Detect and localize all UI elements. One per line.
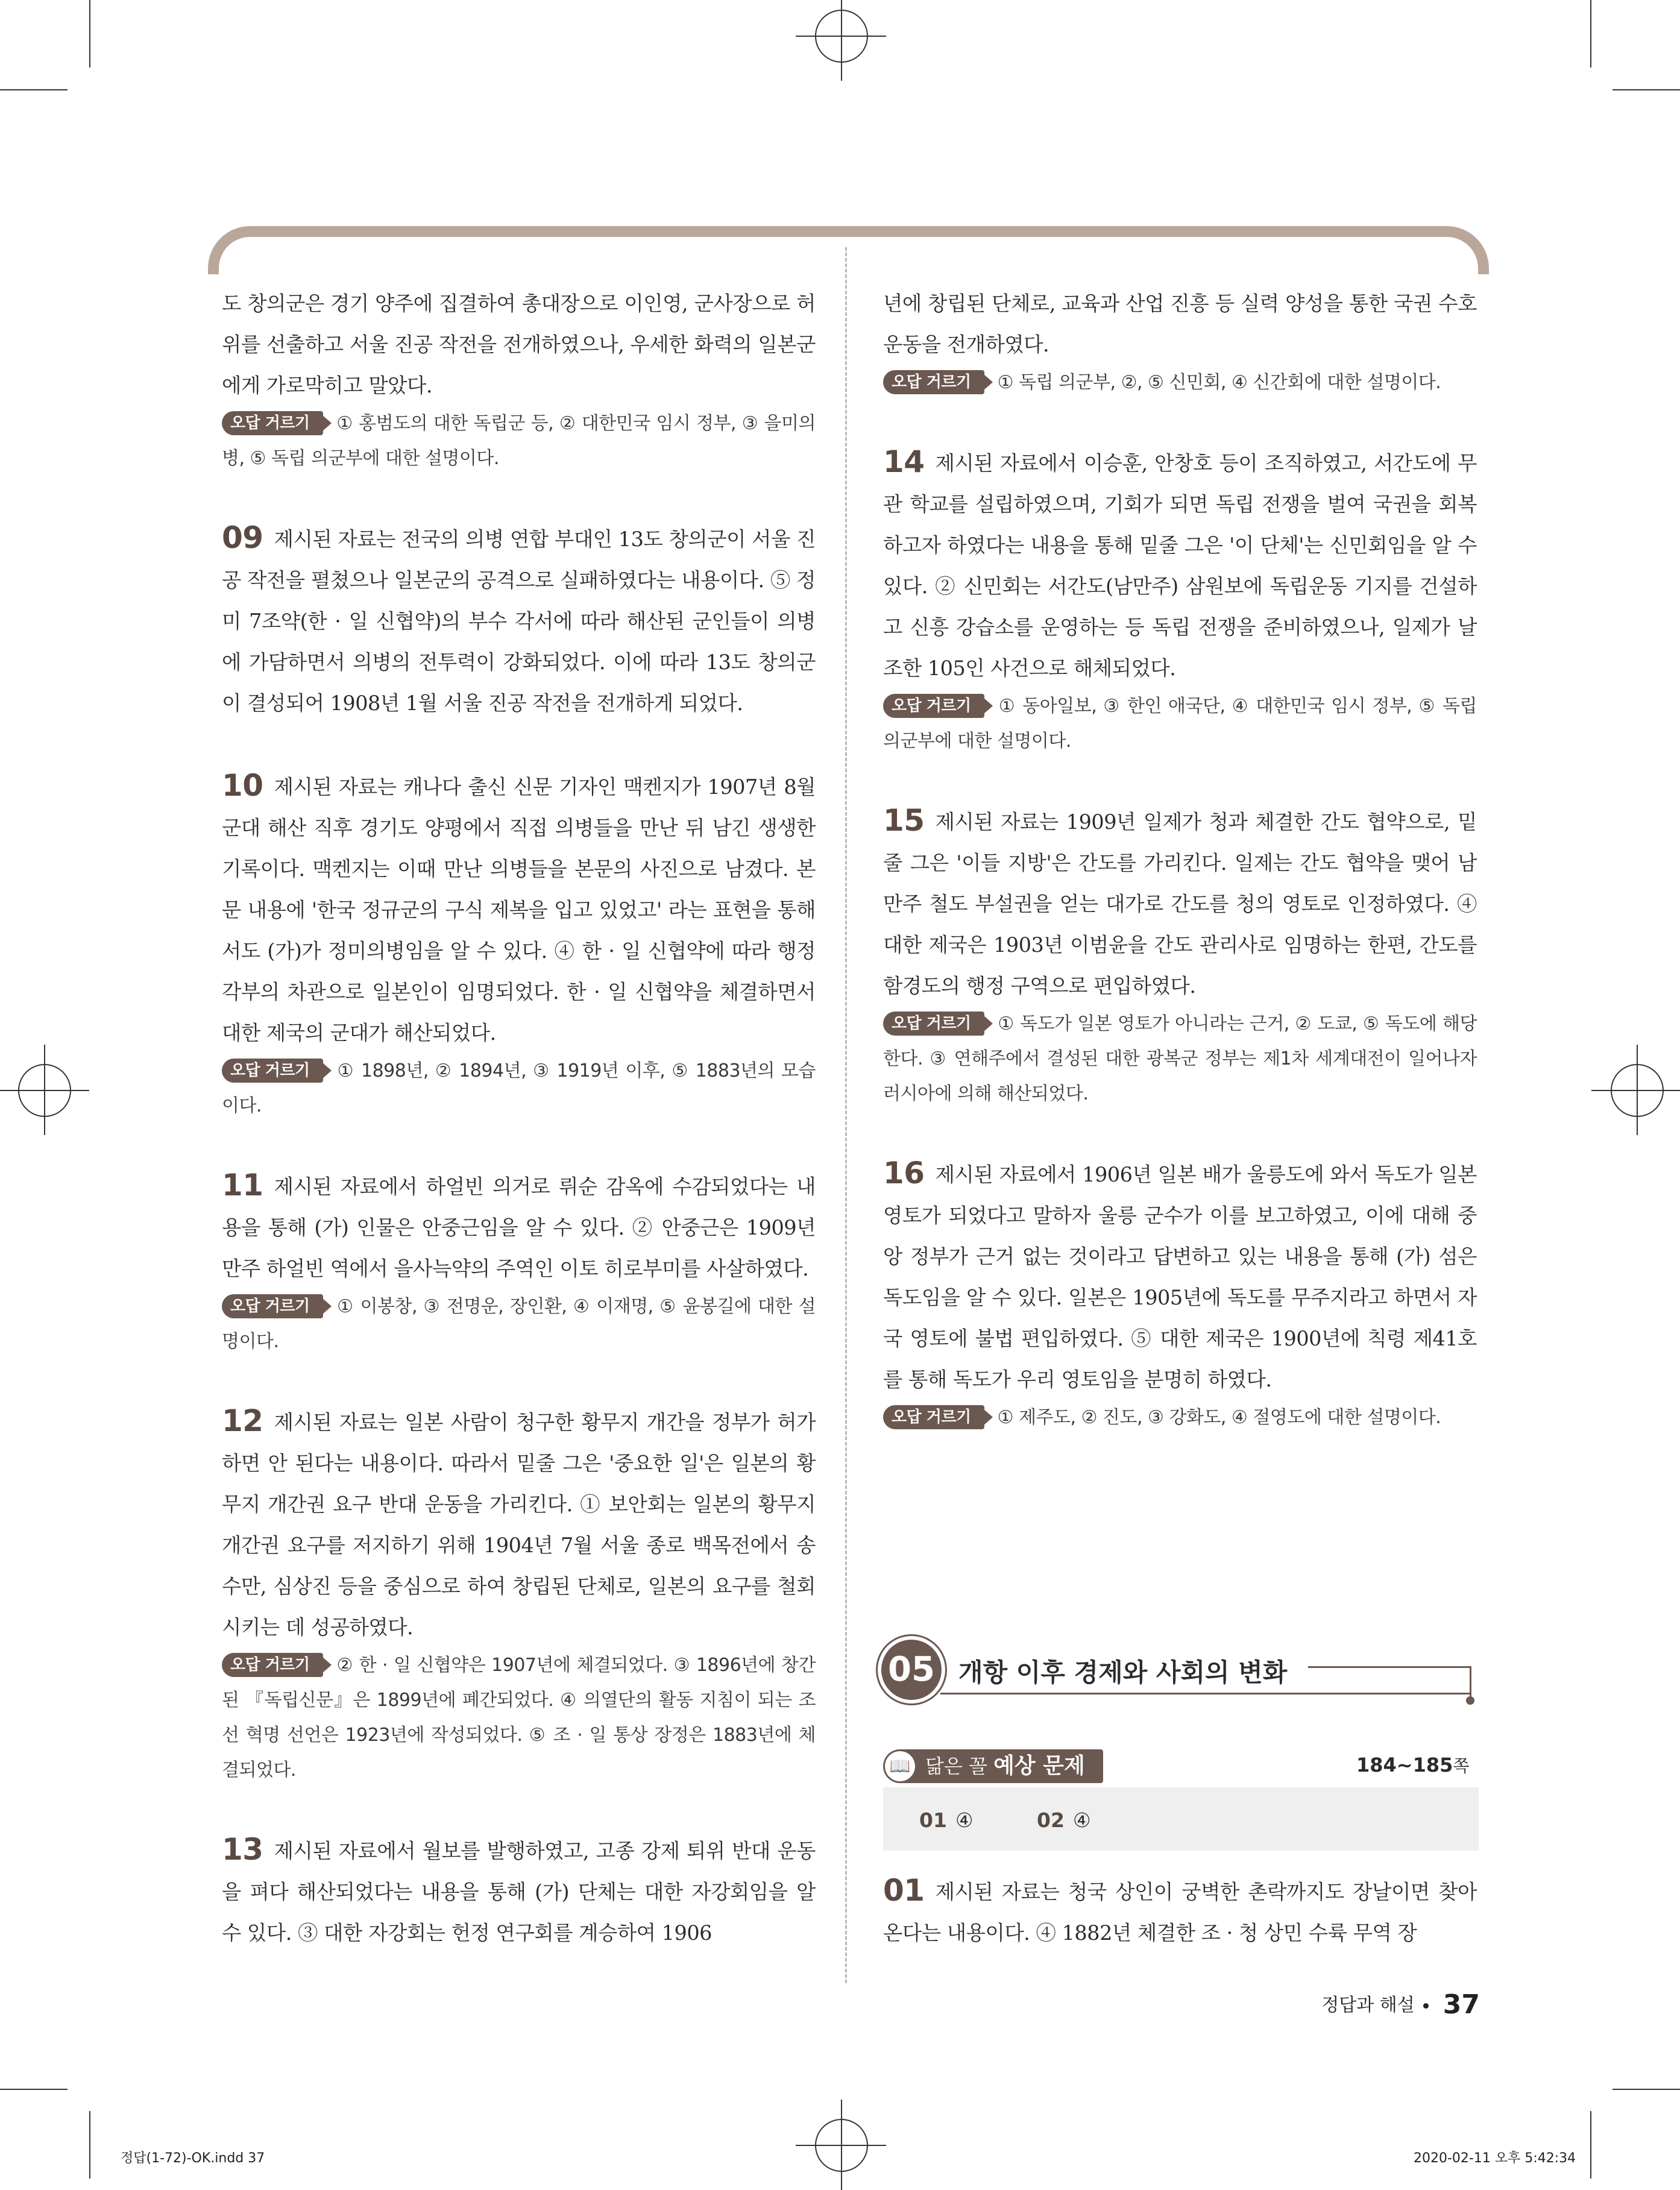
question-number: 01 <box>883 1873 925 1908</box>
header-band <box>208 226 1489 274</box>
right-column-bottom <box>883 1870 1477 1954</box>
section-title: 개항 이후 경제와 사회의 변화 <box>958 1658 1288 1687</box>
crop-mark <box>89 0 90 68</box>
crop-mark <box>0 89 68 90</box>
section-underline <box>940 1693 1471 1694</box>
wrong-answer-note: 오답 거르기 ① 독도가 일본 영토가 아니라는 근거, ② 도쿄, ⑤ 독도에 해당한다. ③ 연해주에서 결성된 대한 광복군 정부는 제1차 세계대전이 일어나자 러시아에 의해 해산되었다. <box>883 1007 1477 1112</box>
crop-mark <box>0 2089 68 2090</box>
print-timestamp: 2020-02-11 오후 5:42:34 <box>1414 2151 1576 2166</box>
answer-10: 10 제시된 자료는 캐나다 출신 신문 기자인 맥켄지가 1907년 8월 군대 해산 직후 경기도 양평에서 직접 의병들을 만난 뒤 남긴 생생한 기록이다. 맥켄지는 이때 만난 의병들을 본문의 사진으로 남겼다. 본문 내용에 '한국 정규군의 구식 제복을 입고 있었고' 라는 표현을 통해서도 (가)가 정미의병임을 알 수 있다. ④ 한 · 일 신협약에 따라 행정 각부의 차관으로 일본인이 임명되었다. 한 · 일 신협약을 체결하면서 대한 제국의 군대가 해산되었다. <box>222 768 816 1045</box>
wrong-answer-note: 오답 거르기 ② 한 · 일 신협약은 1907년에 체결되었다. ③ 1896년에 창간된 『독립신문』은 1899년에 폐간되었다. ④ 의열단의 활동 지침이 되는 조선 혁명 선언은 1923년에 작성되었다. ⑤ 조 · 일 통상 장정은 1883년에 체결되었다. <box>222 1648 816 1788</box>
wrong-answer-note: 오답 거르기 ① 1898년, ② 1894년, ③ 1919년 이후, ⑤ 1883년의 모습이다. <box>222 1054 816 1124</box>
book-icon: 📖 <box>885 1751 915 1781</box>
crop-mark <box>1612 2089 1680 2090</box>
prediction-tag: 닮은 꼴 예상 문제 <box>883 1749 1103 1783</box>
crop-mark <box>89 2111 90 2179</box>
wrong-answer-note: 오답 거르기 ① 이봉창, ③ 전명운, 장인환, ④ 이재명, ⑤ 윤봉길에 대한 설명이다. <box>222 1289 816 1359</box>
answer-16: 16 제시된 자료에서 1906년 일본 배가 울릉도에 와서 독도가 일본 영토가 되었다고 말하자 울릉 군수가 이를 보고하였고, 이에 대해 중앙 정부가 근거 없는 것이라고 답변하고 있는 내용을 통해 (가) 섬은 독도임을 알 수 있다. 일본은 1905년에 독도를 무주지라고 하면서 자국 영토에 불법 편입하였다. ⑤ 대한 제국은 1900년에 칙령 제41호를 통해 독도가 우리 영토임을 분명히 하였다. <box>883 1156 1477 1391</box>
answer-key-item: 02 ④ <box>1037 1808 1091 1832</box>
wrong-answer-note: 오답 거르기 ① 제주도, ② 진도, ③ 강화도, ④ 절영도에 대한 설명이다. <box>883 1400 1477 1435</box>
crop-mark <box>1590 2111 1591 2179</box>
question-number: 13 <box>222 1832 263 1867</box>
column-divider <box>845 247 847 1983</box>
wrong-answer-badge: 오답 거르기 <box>222 411 323 435</box>
question-number: 11 <box>222 1168 263 1203</box>
registration-mark <box>815 2119 868 2172</box>
registration-mark <box>815 10 868 63</box>
answer-13: 13 제시된 자료에서 월보를 발행하였고, 고종 강제 퇴위 반대 운동을 펴다 해산되었다는 내용을 통해 (가) 단체는 대한 자강회임을 알 수 있다. ③ 대한 자강회는 헌정 연구회를 계승하여 1906 <box>222 1832 816 1945</box>
left-column <box>222 283 816 1954</box>
crop-mark <box>1612 89 1680 90</box>
crop-mark <box>1590 0 1591 68</box>
registration-mark <box>1611 1064 1664 1117</box>
question-number: 09 <box>222 520 263 555</box>
section-rule-dot <box>1466 1696 1474 1705</box>
file-slug: 정답(1-72)-OK.indd 37 <box>121 2151 265 2166</box>
question-number: 15 <box>883 803 925 838</box>
answer-continued: 년에 창립된 단체로, 교육과 산업 진흥 등 실력 양성을 통한 국권 수호 운동을 전개하였다. <box>883 292 1477 356</box>
wrong-answer-badge: 오답 거르기 <box>222 1059 323 1083</box>
wrong-answer-note: 오답 거르기 ① 홍범도의 대한 독립군 등, ② 대한민국 임시 정부, ③ 을미의병, ⑤ 독립 의군부에 대한 설명이다. <box>222 406 816 476</box>
wrong-answer-note: 오답 거르기 ① 동아일보, ③ 한인 애국단, ④ 대한민국 임시 정부, ⑤ 독립 의군부에 대한 설명이다. <box>883 689 1477 759</box>
answer-15: 15 제시된 자료는 1909년 일제가 청과 체결한 간도 협약으로, 밑줄 그은 '이들 지방'은 간도를 가리킨다. 일제는 간도 협약을 맺어 남만주 철도 부설권을 얻는 대가로 간도를 청의 영토로 인정하였다. ④ 대한 제국은 1903년 이범윤을 간도 관리사로 임명하는 한편, 간도를 함경도의 행정 구역으로 편입하였다. <box>883 803 1477 998</box>
answer-09: 09 제시된 자료는 전국의 의병 연합 부대인 13도 창의군이 서울 진공 작전을 펼쳤으나 일본군의 공격으로 실패하였다는 내용이다. ⑤ 정미 7조약(한 · 일 신협약)의 부수 각서에 따라 해산된 군인들이 의병에 가담하면서 의병의 전투력이 강화되었다. 이에 따라 13도 창의군이 결성되어 1908년 1월 서울 진공 작전을 전개하게 되었다. <box>222 520 816 715</box>
question-number: 14 <box>883 444 925 479</box>
answer-12: 12 제시된 자료는 일본 사람이 청구한 황무지 개간을 정부가 허가하면 안 된다는 내용이다. 따라서 밑줄 그은 '중요한 일'은 일본의 황무지 개간권 요구 반대 운동을 가리킨다. ① 보안회는 일본의 황무지 개간권 요구를 저지하기 위해 1904년 7월 서울 종로 백목전에서 송수만, 심상진 등을 중심으로 하여 창립된 단체로, 일본의 요구를 철회시키는 데 성공하였다. <box>222 1403 816 1639</box>
answer-14: 14 제시된 자료에서 이승훈, 안창호 등이 조직하였고, 서간도에 무관 학교를 설립하였으며, 기회가 되면 독립 전쟁을 벌여 국권을 회복하고자 하였다는 내용을 통해 밑줄 그은 '이 단체'는 신민회임을 알 수 있다. ② 신민회는 서간도(남만주) 삼원보에 독립운동 기지를 건설하고 신흥 강습소를 운영하는 등 독립 전쟁을 준비하였으나, 일제가 날조한 105인 사건으로 해체되었다. <box>883 444 1477 680</box>
registration-mark <box>18 1064 71 1117</box>
wrong-answer-note: 오답 거르기 ① 독립 의군부, ②, ⑤ 신민회, ④ 신간회에 대한 설명이다. <box>883 365 1477 400</box>
question-number: 12 <box>222 1403 263 1438</box>
wrong-answer-badge: 오답 거르기 <box>883 694 984 718</box>
right-column <box>883 283 1477 1435</box>
page-number: 37 <box>1442 1989 1480 2020</box>
answer-11: 11 제시된 자료에서 하얼빈 의거로 뤼순 감옥에 수감되었다는 내용을 통해 (가) 인물은 안중근임을 알 수 있다. ② 안중근은 1909년 만주 하얼빈 역에서 을사늑약의 주역인 이토 히로부미를 사살하였다. <box>222 1168 816 1280</box>
page-range: 184~185쪽 <box>1356 1754 1470 1776</box>
section-number: 05 <box>881 1640 942 1700</box>
page-footer: 정답과 해설 37 <box>1321 1989 1480 2020</box>
wrong-answer-badge: 오답 거르기 <box>222 1653 323 1677</box>
question-number: 16 <box>883 1156 925 1191</box>
answer-continued: 도 창의군은 경기 양주에 집결하여 총대장으로 이인영, 군사장으로 허위를 선출하고 서울 진공 작전을 전개하였으나, 우세한 화력의 일본군에게 가로막히고 말았다. <box>222 292 816 397</box>
question-number: 10 <box>222 768 263 803</box>
wrong-answer-badge: 오답 거르기 <box>883 370 984 394</box>
answer-01: 01 제시된 자료는 청국 상인이 궁벽한 촌락까지도 장날이면 찾아온다는 내용이다. ④ 1882년 체결한 조 · 청 상민 수륙 무역 장 <box>883 1873 1477 1945</box>
answer-key-item: 01 ④ <box>919 1808 974 1832</box>
section-rule <box>1308 1666 1471 1668</box>
section-rule-end <box>1470 1666 1471 1700</box>
wrong-answer-badge: 오답 거르기 <box>222 1294 323 1318</box>
wrong-answer-badge: 오답 거르기 <box>883 1405 984 1429</box>
wrong-answer-badge: 오답 거르기 <box>883 1012 984 1036</box>
